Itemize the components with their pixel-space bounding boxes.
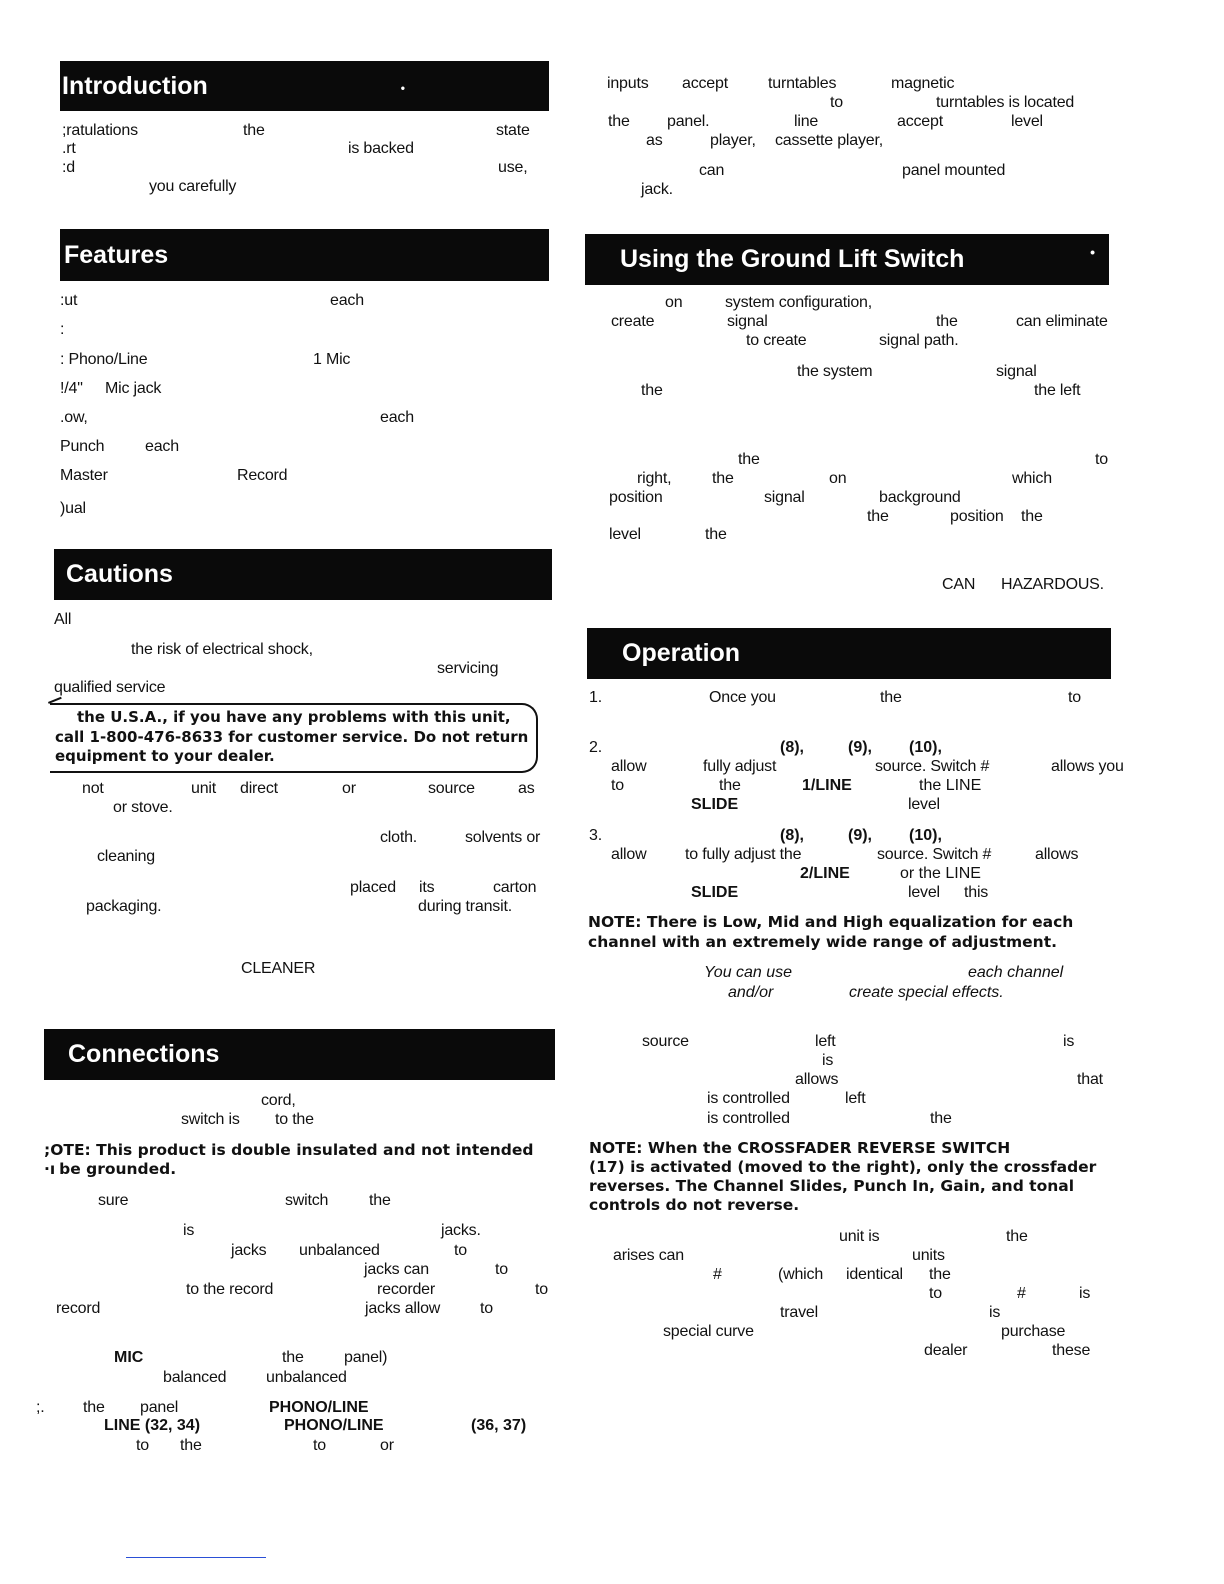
- connections-word: jacks: [231, 1242, 267, 1259]
- ground-lift-word: signal: [996, 363, 1037, 380]
- operation-word: allow: [611, 846, 647, 863]
- inputs-word: jack.: [641, 181, 673, 198]
- features-word: Master: [60, 467, 108, 484]
- ground-lift-word: signal: [727, 313, 768, 330]
- operation-word: special curve: [663, 1323, 754, 1340]
- ground-lift-word: the: [867, 508, 889, 525]
- operation-word: that: [1077, 1071, 1103, 1088]
- ground-lift-word: signal: [764, 489, 805, 506]
- operation-label: SLIDE: [691, 796, 739, 813]
- operation-word: to fully adjust the: [685, 846, 802, 863]
- ground-lift-word: the: [641, 382, 663, 399]
- features-word: )ual: [60, 500, 86, 517]
- connections-word: record: [56, 1300, 101, 1317]
- ground-lift-word: level: [609, 526, 641, 543]
- features-word: each: [330, 292, 364, 309]
- operation-step-number: 2.: [589, 739, 602, 756]
- features-word: :: [60, 321, 65, 338]
- connections-word: the: [369, 1192, 391, 1209]
- operation-word: the: [930, 1110, 952, 1127]
- operation-note: reverses. The Channel Slides, Punch In, Gain, and tonal: [589, 1177, 1075, 1195]
- ground-lift-word: position: [609, 489, 663, 506]
- inputs-word: line: [794, 113, 819, 130]
- cautions-word: unit: [191, 780, 216, 797]
- operation-word: to: [929, 1285, 942, 1302]
- cautions-word: direct: [240, 780, 278, 797]
- features-word: 1 Mic: [313, 351, 351, 368]
- cautions-word: solvents or: [465, 829, 541, 846]
- inputs-word: cassette player,: [775, 132, 883, 149]
- operation-italic: each channel: [968, 964, 1064, 981]
- inputs-word: inputs: [607, 75, 649, 92]
- intro-word: state: [496, 122, 530, 139]
- ground-lift-word: to create: [746, 332, 807, 349]
- operation-label: (10),: [909, 739, 942, 756]
- intro-word: the: [243, 122, 265, 139]
- operation-italic: create special effects.: [849, 984, 1004, 1001]
- inputs-word: magnetic: [891, 75, 955, 92]
- cautions-word: source: [428, 780, 475, 797]
- operation-word: the: [880, 689, 902, 706]
- connections-word: unbalanced: [266, 1369, 347, 1386]
- ground-lift-word: create: [611, 313, 655, 330]
- features-word: each: [380, 409, 414, 426]
- operation-word: source: [642, 1033, 689, 1050]
- connections-word: the: [83, 1399, 105, 1416]
- operation-italic: and/or: [728, 984, 774, 1001]
- operation-note: controls do not reverse.: [589, 1196, 800, 1214]
- connections-word: ;.: [36, 1399, 45, 1416]
- operation-word: units: [912, 1247, 945, 1264]
- connections-word: the: [282, 1349, 304, 1366]
- customer-service-line: call 1-800-476-8633 for customer service. Do not return: [55, 728, 529, 746]
- ground-lift-word: which: [1012, 470, 1052, 487]
- ground-lift-word: the: [705, 526, 727, 543]
- operation-note: (17) is activated (moved to the right), only the crossfader: [589, 1158, 1097, 1176]
- operation-word: the: [929, 1266, 951, 1283]
- operation-word: fully adjust: [703, 758, 777, 775]
- header-ground-lift: [585, 234, 1109, 285]
- intro-word: use,: [498, 159, 528, 176]
- operation-label: (9),: [848, 739, 872, 756]
- cautions-word: the risk of electrical shock,: [131, 641, 313, 658]
- operation-word: to: [611, 777, 624, 794]
- operation-word: source. Switch #: [875, 758, 990, 775]
- connections-word: panel): [344, 1349, 388, 1366]
- operation-step-number: 3.: [589, 827, 602, 844]
- connections-word: to: [313, 1437, 326, 1454]
- operation-label: SLIDE: [691, 884, 739, 901]
- header-features: [60, 229, 549, 281]
- header-cautions: [54, 549, 552, 600]
- operation-word: left: [845, 1090, 866, 1107]
- operation-step-number: 1.: [589, 689, 602, 706]
- operation-word: is: [1063, 1033, 1075, 1050]
- header-introduction-label: Introduction: [62, 71, 208, 100]
- connections-word: to: [495, 1261, 508, 1278]
- operation-word: Once you: [709, 689, 776, 706]
- inputs-word: accept: [897, 113, 943, 130]
- operation-word: left: [815, 1033, 836, 1050]
- connections-label: LINE (32, 34): [104, 1417, 201, 1434]
- inputs-word: level: [1011, 113, 1043, 130]
- cautions-word: its: [419, 879, 435, 896]
- intro-word: .rt: [62, 140, 76, 157]
- operation-note: channel with an extremely wide range of adjustment.: [588, 933, 1057, 951]
- connections-note: ;OTE: This product is double insulated and not intended: [44, 1141, 534, 1159]
- operation-word: level: [908, 796, 940, 813]
- connections-word: sure: [98, 1192, 129, 1209]
- operation-word: allows you: [1051, 758, 1124, 775]
- ground-lift-word: on: [665, 294, 683, 311]
- intro-word: ;ratulations: [62, 122, 138, 139]
- header-operation-label: Operation: [622, 639, 741, 667]
- ground-lift-word: CAN: [942, 576, 976, 593]
- connections-word: balanced: [163, 1369, 227, 1386]
- cautions-word: as: [518, 780, 535, 797]
- connections-word: cord,: [261, 1092, 296, 1109]
- operation-label: (9),: [848, 827, 872, 844]
- operation-word: the: [1006, 1228, 1028, 1245]
- cautions-word: carton: [493, 879, 537, 896]
- features-word: :ut: [60, 292, 78, 309]
- ground-lift-word: the: [1021, 508, 1043, 525]
- ground-lift-word: can eliminate: [1016, 313, 1108, 330]
- connections-word: jacks can: [364, 1261, 429, 1278]
- header-features-label: Features: [64, 240, 169, 269]
- intro-word: is backed: [348, 140, 414, 157]
- operation-label: the LINE: [919, 777, 982, 794]
- operation-word: to: [1068, 689, 1081, 706]
- connections-word: jacks allow: [365, 1300, 441, 1317]
- operation-word: (which: [778, 1266, 824, 1283]
- ground-lift-word: to: [1095, 451, 1108, 468]
- ground-lift-word: HAZARDOUS.: [1001, 576, 1104, 593]
- operation-word: level: [908, 884, 940, 901]
- ground-lift-word: the left: [1034, 382, 1081, 399]
- inputs-word: can: [699, 162, 725, 179]
- operation-word: is: [989, 1304, 1001, 1321]
- features-word: !/4": [60, 380, 83, 397]
- operation-label: or the LINE: [900, 865, 981, 882]
- inputs-word: player,: [710, 132, 756, 149]
- intro-word: :d: [62, 159, 75, 176]
- cautions-word: not: [82, 780, 104, 797]
- connections-word: unbalanced: [299, 1242, 380, 1259]
- header-ground-lift-label: Using the Ground Lift Switch: [620, 245, 965, 273]
- connections-word: to: [480, 1300, 493, 1317]
- ground-lift-word: the: [712, 470, 734, 487]
- operation-word: travel: [780, 1304, 818, 1321]
- operation-word: is: [1079, 1285, 1091, 1302]
- features-word: each: [145, 438, 179, 455]
- operation-word: unit is: [839, 1228, 880, 1245]
- cautions-word: packaging.: [86, 898, 162, 915]
- cautions-word: or: [342, 780, 356, 797]
- connections-word: or: [380, 1437, 394, 1454]
- cautions-word: cloth.: [380, 829, 418, 846]
- cautions-word: All: [54, 611, 72, 628]
- operation-note: NOTE: There is Low, Mid and High equalization for each: [588, 913, 1074, 931]
- inputs-word: turntables is located: [936, 94, 1075, 111]
- connections-word: to: [136, 1437, 149, 1454]
- header-cautions-label: Cautions: [66, 560, 173, 588]
- header-connections: [44, 1029, 555, 1080]
- cautions-word: CLEANER: [241, 960, 316, 977]
- operation-word: the: [719, 777, 741, 794]
- operation-word: allows: [795, 1071, 839, 1088]
- ground-lift-word: the: [738, 451, 760, 468]
- operation-word: is: [822, 1052, 834, 1069]
- operation-label: (10),: [909, 827, 942, 844]
- cautions-word: or stove.: [113, 799, 173, 816]
- operation-word: arises can: [613, 1247, 684, 1264]
- inputs-word: accept: [682, 75, 728, 92]
- customer-service-line: equipment to your dealer.: [55, 747, 275, 765]
- ground-lift-word: signal path.: [879, 332, 959, 349]
- connections-word: to the record: [186, 1281, 274, 1298]
- cautions-word: cleaning: [97, 848, 156, 865]
- connections-word: recorder: [377, 1281, 435, 1298]
- inputs-word: as: [646, 132, 663, 149]
- connections-word: panel: [140, 1399, 179, 1416]
- features-word: .ow,: [60, 409, 88, 426]
- connections-label: PHONO/LINE: [284, 1417, 384, 1434]
- operation-word: identical: [846, 1266, 903, 1283]
- connections-word: switch: [285, 1192, 329, 1209]
- cautions-word: during transit.: [418, 898, 512, 915]
- connections-word: to the: [275, 1111, 314, 1128]
- features-word: Punch: [60, 438, 105, 455]
- operation-label: 1/LINE: [802, 777, 852, 794]
- ground-lift-word: on: [829, 470, 847, 487]
- connections-note: be grounded.: [56, 1160, 177, 1178]
- operation-word: is controlled: [707, 1110, 790, 1127]
- operation-label: 2/LINE: [800, 865, 850, 882]
- operation-word: is controlled: [707, 1090, 790, 1107]
- header-introduction: [60, 61, 549, 111]
- operation-note: NOTE: When the CROSSFADER REVERSE SWITCH: [589, 1139, 1011, 1157]
- connections-word: jacks.: [441, 1222, 481, 1239]
- operation-word: allows: [1035, 846, 1079, 863]
- connections-word: to: [535, 1281, 548, 1298]
- connections-word: the: [180, 1437, 202, 1454]
- operation-word: this: [964, 884, 989, 901]
- connections-label: PHONO/LINE: [269, 1399, 369, 1416]
- operation-label: (8),: [780, 827, 804, 844]
- features-word: : Phono/Line: [60, 351, 148, 368]
- cautions-word: servicing: [437, 660, 499, 677]
- features-word: Record: [237, 467, 288, 484]
- cautions-word: qualified service: [54, 679, 166, 696]
- cautions-word: placed: [350, 879, 396, 896]
- features-word: Mic jack: [105, 380, 162, 397]
- connections-word: is: [183, 1222, 195, 1239]
- header-mark: •: [400, 81, 405, 95]
- intro-word: you carefully: [149, 178, 237, 195]
- operation-word: source. Switch #: [877, 846, 992, 863]
- inputs-word: turntables: [768, 75, 837, 92]
- inputs-word: to: [830, 94, 843, 111]
- connections-word: switch is: [181, 1111, 240, 1128]
- operation-word: dealer: [924, 1342, 968, 1359]
- operation-label: (8),: [780, 739, 804, 756]
- footer-rule: [126, 1557, 266, 1558]
- customer-service-line: the U.S.A., if you have any problems with this unit,: [77, 708, 511, 726]
- connections-note-mark: ·ı: [44, 1160, 56, 1178]
- inputs-word: the: [608, 113, 630, 130]
- operation-word: purchase: [1001, 1323, 1066, 1340]
- ground-lift-word: right,: [637, 470, 672, 487]
- ground-lift-word: the: [936, 313, 958, 330]
- connections-word: to: [454, 1242, 467, 1259]
- header-connections-label: Connections: [68, 1040, 220, 1068]
- header-operation: [587, 628, 1111, 679]
- operation-word: these: [1052, 1342, 1091, 1359]
- operation-word: #: [1017, 1285, 1026, 1302]
- operation-italic: You can use: [704, 964, 793, 981]
- ground-lift-word: background: [879, 489, 961, 506]
- connections-label: MIC: [114, 1349, 144, 1366]
- inputs-word: panel mounted: [902, 162, 1006, 179]
- inputs-word: panel.: [667, 113, 710, 130]
- ground-lift-word: system configuration,: [725, 294, 872, 311]
- connections-label: (36, 37): [471, 1417, 527, 1434]
- header-mark: •: [1090, 244, 1095, 260]
- ground-lift-word: the system: [797, 363, 873, 380]
- operation-word: #: [713, 1266, 722, 1283]
- operation-word: allow: [611, 758, 647, 775]
- ground-lift-word: position: [950, 508, 1004, 525]
